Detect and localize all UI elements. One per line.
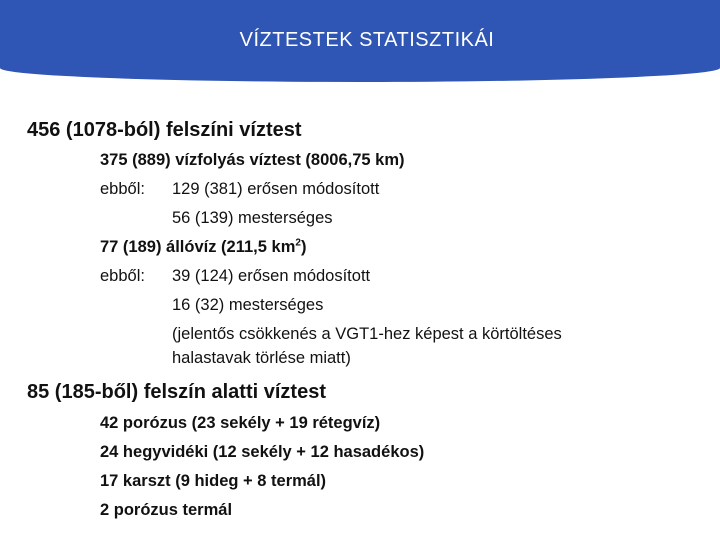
- note-line-2: halastavak törlése miatt): [172, 349, 351, 367]
- standing-artificial-value: 16 (32) mesterséges: [172, 296, 324, 314]
- standing-water-superscript: 2: [295, 237, 301, 249]
- groundwater-item: 2 porózus termál: [100, 501, 233, 519]
- slide-title: VÍZTESTEK STATISZTIKÁI: [239, 29, 495, 51]
- note-line-1: (jelentős csökkenés a VGT1-hez képest a körtöltéses: [172, 325, 562, 343]
- groundwater-item: 42 porózus (23 sekély + 19 rétegvíz): [100, 414, 381, 432]
- groundwater-item: 24 hegyvidéki (12 sekély + 12 hasadékos): [100, 443, 425, 461]
- title-banner: [0, 0, 720, 82]
- standing-breakdown-modified: [100, 267, 370, 286]
- standing-water-close: ): [300, 238, 307, 256]
- groundwater-heading: 85 (185-ből) felszín alatti víztest: [27, 381, 326, 403]
- watercourse-modified-value: 129 (381) erősen módosított: [172, 180, 380, 198]
- watercourse-line: 375 (889) vízfolyás víztest (8006,75 km): [100, 151, 405, 169]
- watercourse-breakdown-modified: [100, 180, 379, 199]
- watercourse-artificial-value: 56 (139) mesterséges: [172, 209, 333, 227]
- standing-water-line: [100, 238, 306, 257]
- standing-water-text: 77 (189) állóvíz (211,5 km: [100, 238, 296, 256]
- standing-modified-value: 39 (124) erősen módosított: [172, 267, 371, 285]
- of-which-label-2: ebből:: [100, 267, 145, 285]
- of-which-label: ebből:: [100, 180, 145, 198]
- groundwater-item: 17 karszt (9 hideg + 8 termál): [100, 472, 327, 490]
- surface-water-heading: 456 (1078-ból) felszíni víztest: [27, 119, 302, 141]
